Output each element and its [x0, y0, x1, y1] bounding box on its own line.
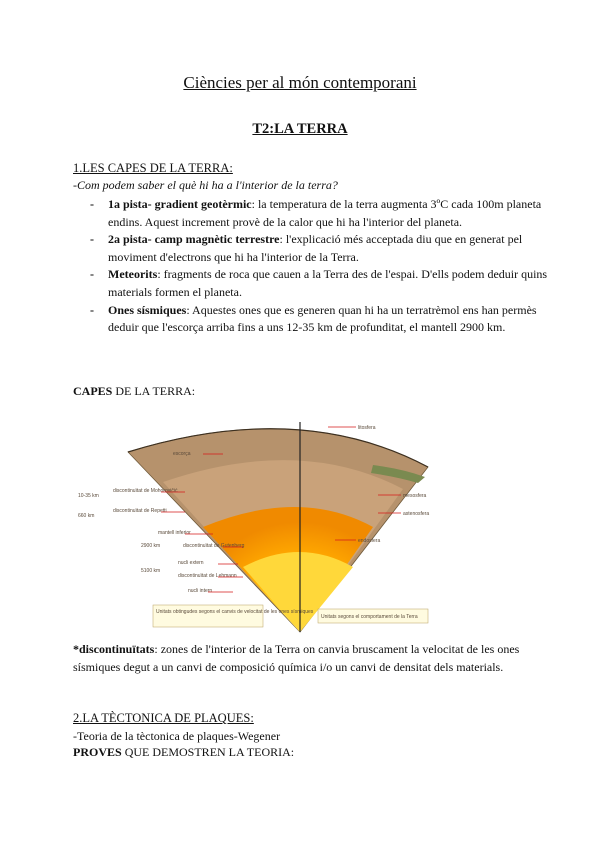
caption-left: Unitats obtingudes segons el canvis de velocitat de les ones sísmiques	[156, 609, 314, 615]
figure-label: litosfera	[358, 425, 376, 431]
section1-question: -Com podem saber el què hi ha a l'interior de la terra?	[73, 178, 338, 192]
capes-bold: CAPES	[73, 384, 113, 398]
figure-label: discontinuïtat de Lehmann	[178, 573, 237, 579]
bullet-text: : la temperatura de la terra augmenta 3ºC cada 100m planeta endins. Aquest increment provè de la calor que hi ha l'interior del planeta.	[108, 197, 542, 229]
figure-label: endosfera	[358, 538, 381, 544]
bullet-term: Ones sísmiques	[108, 302, 187, 317]
proves-line	[73, 745, 294, 760]
bullet-text: : fragments de roca que cauen a la Terra des de l'espai. D'ells podem deduir quins materials formen el planeta.	[108, 267, 548, 299]
discontinuities-text: : zones de l'interior de la Terra on canvia bruscament la velocitat de les ones sísmiques degut a un canvi de composició química i/o un canvi de densitat dels materials.	[73, 642, 520, 674]
bullet-text: : l'explicació més acceptada diu que en generat pel moviment d'electrons que hi ha l'interior de la Terra.	[108, 232, 523, 264]
discontinuities-term: *discontinuïtats	[73, 642, 155, 656]
capes-rest: DE LA TERRA:	[112, 384, 196, 398]
figure-label: escorça	[173, 451, 191, 457]
capes-heading	[73, 384, 195, 399]
list-item	[73, 231, 553, 266]
figure-label: mantell inferior	[158, 530, 191, 536]
figure-label: mesosfera	[403, 493, 427, 499]
list-item	[73, 302, 553, 337]
figure-label: astenosfera	[403, 511, 430, 517]
figure-label: nucli intern	[188, 588, 213, 594]
list-item	[73, 266, 553, 301]
figure-number: 5100 km	[141, 568, 161, 574]
bullet-term: 1a pista- gradient geotèrmic	[108, 197, 252, 211]
figure-label: discontinuïtat de Repetti	[113, 508, 167, 514]
figure-number: 2900 km	[141, 543, 161, 549]
discontinuities-paragraph	[73, 640, 553, 676]
section2-line1: -Teoria de la tèctonica de plaques-Wegener	[73, 729, 281, 743]
bullet-term: Meteorits	[108, 267, 158, 282]
caption-right: Unitats segons el comportament de la Terra	[321, 614, 418, 620]
figure-number: 10-35 km	[78, 493, 99, 499]
document-subtitle: T2:LA TERRA	[252, 121, 348, 137]
section2-heading: 2.LA TÈCTONICA DE PLAQUES:	[73, 711, 254, 725]
earth-layers-figure	[73, 417, 471, 635]
figure-label: discontinuïtat de Gutenberg	[183, 543, 245, 549]
bullet-text: : Aquestes ones que es generen quan hi ha un terratrèmol ens han permès deduir que l'escorça arriba fins a uns 12-35 km de profunditat, el mantell 2900 km.	[108, 302, 537, 335]
proves-bold: PROVES	[73, 745, 122, 759]
figure-label: nucli extern	[178, 560, 204, 566]
document-title: Ciències per al món contemporani	[183, 73, 417, 92]
bullet-term: 2a pista- camp magnètic terrestre	[108, 232, 280, 247]
evidence-list	[73, 196, 553, 337]
figure-number: 660 km	[78, 513, 95, 519]
section1-heading: 1.LES CAPES DE LA TERRA:	[73, 161, 233, 175]
list-item	[73, 196, 553, 231]
proves-rest: QUE DEMOSTREN LA TEORIA:	[121, 745, 295, 759]
figure-label: discontinuïtat de Mohorovičić	[113, 488, 178, 494]
